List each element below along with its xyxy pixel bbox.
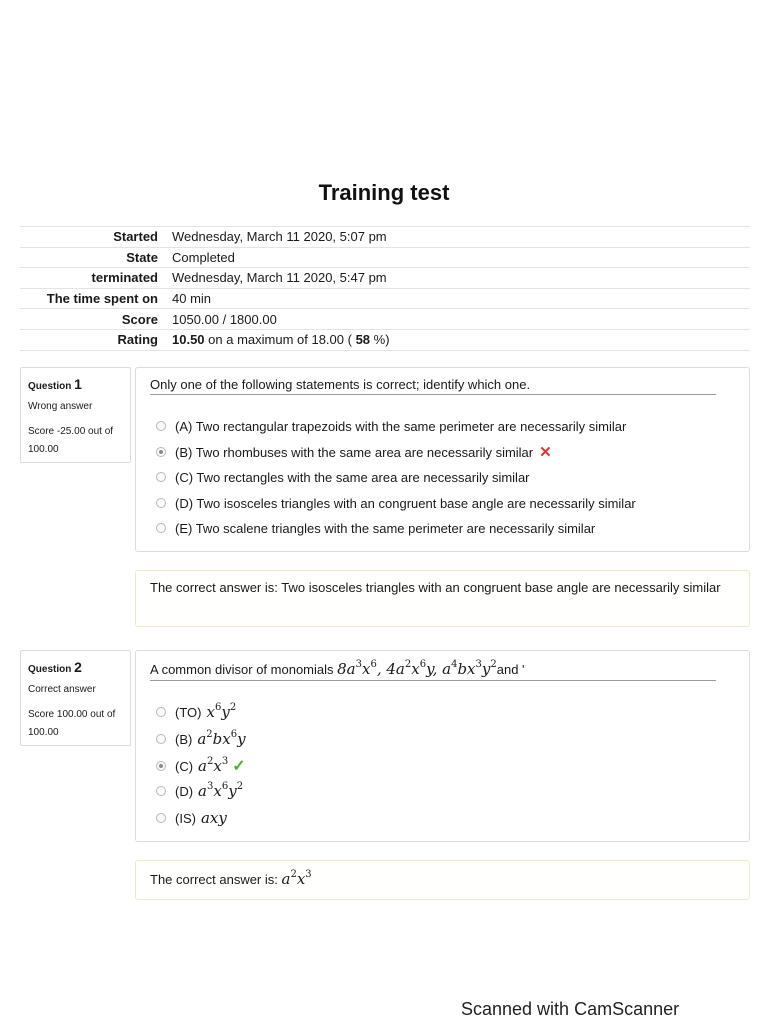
summary-label: Rating <box>20 329 172 350</box>
question-1-state: Wrong answer <box>28 401 93 412</box>
radio-button[interactable] <box>156 472 166 482</box>
question-1-heading <box>28 374 123 395</box>
radio-button[interactable] <box>156 523 166 533</box>
scanner-watermark: Scanned with CamScanner <box>461 999 680 1019</box>
question-1-feedback: The correct answer is: Two isosceles triangles with an congruent base angle are necessarily similar <box>135 570 750 627</box>
option-formula: $a^2bx^6y$ <box>197 729 246 748</box>
radio-button[interactable] <box>156 734 166 744</box>
feedback-formula: $a^2x^3$ <box>281 869 312 888</box>
question-1-box <box>135 367 750 552</box>
rating-max-text: on a maximum of 18.00 ( <box>204 332 356 348</box>
option-formula: $a^3x^6y^2$ <box>198 781 244 800</box>
radio-button[interactable] <box>156 421 166 431</box>
summary-row-rating <box>20 329 750 350</box>
radio-button-selected[interactable] <box>156 761 166 771</box>
cross-icon: ✕ <box>539 444 552 461</box>
summary-value: Wednesday, March 11 2020, 5:47 pm <box>172 268 750 289</box>
summary-label: terminated <box>20 268 172 289</box>
q1-option-d[interactable] <box>156 493 636 513</box>
question-2-heading <box>28 657 123 678</box>
radio-button-selected[interactable] <box>156 447 166 457</box>
option-formula: $x^6y^2$ <box>206 702 237 721</box>
summary-value-rating <box>172 329 750 350</box>
rating-percent: 58 <box>355 332 371 348</box>
option-label: (B) Two rhombuses with the same area are necessarily similar <box>175 444 534 460</box>
summary-value: Completed <box>172 247 750 268</box>
q1-option-b[interactable] <box>156 442 552 462</box>
page-title: Training test <box>318 180 450 205</box>
summary-label: The time spent on <box>20 288 172 309</box>
summary-row-state <box>20 247 750 268</box>
question-number: 1 <box>74 376 82 392</box>
question-label: Question <box>28 381 72 392</box>
summary-row-started <box>20 227 750 248</box>
rating-percent-suffix: %) <box>370 332 390 348</box>
summary-label: Started <box>20 227 172 248</box>
summary-row-terminated <box>20 268 750 289</box>
q1-option-e[interactable] <box>156 518 595 538</box>
q2-option-to[interactable] <box>156 702 236 722</box>
question-1-text: Only one of the following statements is correct; identify which one. <box>150 377 716 395</box>
question-1-info <box>20 367 131 463</box>
radio-button[interactable] <box>156 498 166 508</box>
summary-value: Wednesday, March 11 2020, 5:07 pm <box>172 227 750 248</box>
feedback-prefix: The correct answer is: <box>150 872 282 887</box>
q2-option-d[interactable] <box>156 781 243 801</box>
q2-option-c[interactable] <box>156 756 246 776</box>
option-label: (A) Two rectangular trapezoids with the same perimeter are necessarily similar <box>175 418 627 434</box>
radio-button[interactable] <box>156 813 166 823</box>
q1-option-c[interactable] <box>156 467 530 487</box>
option-label: (B) <box>175 731 193 747</box>
question-2-score: Score 100.00 out of 100.00 <box>28 709 116 738</box>
question-2-info <box>20 650 131 746</box>
attempt-summary-table <box>20 226 750 351</box>
radio-button[interactable] <box>156 707 166 717</box>
summary-label: State <box>20 247 172 268</box>
option-label: (C) Two rectangles with the same area are necessarily similar <box>175 469 530 485</box>
option-label: (IS) <box>175 810 196 826</box>
option-label: (D) Two isosceles triangles with an congruent base angle are necessarily similar <box>175 495 636 511</box>
option-label: (E) Two scalene triangles with the same perimeter are necessarily similar <box>175 520 596 536</box>
q2-option-is[interactable] <box>156 808 227 828</box>
rating-grade: 10.50 <box>172 332 205 348</box>
summary-value: 1050.00 / 1800.00 <box>172 309 750 330</box>
option-label: (D) <box>175 783 194 799</box>
question-2-state: Correct answer <box>28 684 96 695</box>
option-label: (C) <box>175 758 194 774</box>
question-number: 2 <box>74 659 82 675</box>
summary-row-time-spent <box>20 288 750 309</box>
q2-option-b[interactable] <box>156 729 246 749</box>
summary-value: 40 min <box>172 288 750 309</box>
summary-row-score <box>20 309 750 330</box>
question-2-text-prefix: A common divisor of monomials <box>150 662 338 677</box>
question-2-text <box>150 660 716 681</box>
option-formula: axy <box>200 809 227 827</box>
radio-button[interactable] <box>156 786 166 796</box>
summary-label: Score <box>20 309 172 330</box>
question-1-score: Score -25.00 out of 100.00 <box>28 426 114 455</box>
question-label: Question <box>28 664 72 675</box>
monomials-formula: $8a^3x^6$, $4a^2x^6y$, $a^4bx^3y^2$ <box>337 659 497 678</box>
option-label: (TO) <box>175 704 202 720</box>
question-2-box <box>135 650 750 842</box>
check-icon: ✓ <box>232 758 246 775</box>
option-formula: $a^2x^3$ <box>198 756 229 775</box>
q1-option-a[interactable] <box>156 416 626 436</box>
question-2-text-suffix: and ' <box>496 662 525 677</box>
question-2-feedback <box>135 860 750 900</box>
